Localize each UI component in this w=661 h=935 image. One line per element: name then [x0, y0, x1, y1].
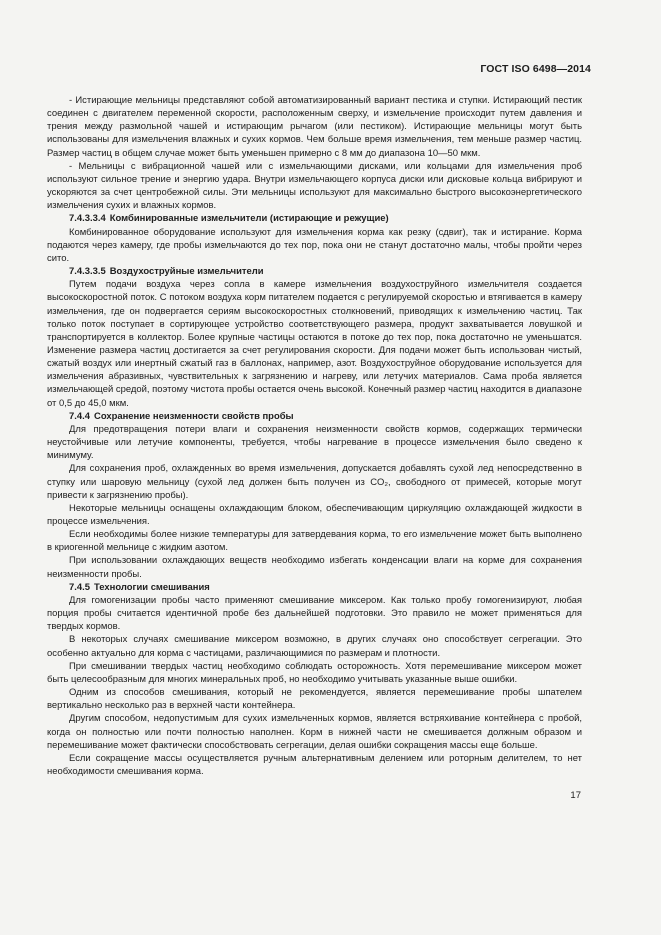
section-title: Воздухоструйные измельчители — [109, 266, 264, 278]
section-heading — [47, 212, 582, 225]
body-paragraph: Некоторые мельницы оснащены охлаждающим блоком, обеспечивающим циркуляцию охлаждающей жидкости в процессе измельчения. — [47, 502, 582, 527]
page-number: 17 — [570, 790, 581, 801]
body-paragraph: При смешивании твердых частиц необходимо соблюдать осторожность. Хотя перемешивание миксером может быть целесообразным для многих минеральных проб, но необходимо учитывать указанные выше ошибки. — [47, 660, 582, 685]
section-number: 7.4.4 — [69, 410, 90, 422]
body-paragraph: При использовании охлаждающих веществ необходимо избегать конденсации влаги на корме для сохранения неизменности пробы. — [47, 555, 582, 580]
section-heading — [47, 581, 582, 594]
document-header: ГОСТ ISO 6498—2014 — [480, 63, 591, 75]
section-number: 7.4.3.3.4 — [69, 213, 106, 225]
section-heading — [47, 410, 582, 423]
section-heading — [47, 265, 582, 278]
body-paragraph: В некоторых случаях смешивание миксером возможно, в других случаях оно способствует сегрегации. Это особенно актуально для корма с частицами, различающимися по размерам и плотности. — [47, 634, 582, 659]
document-body — [47, 94, 582, 778]
body-paragraph: Если сокращение массы осуществляется ручным альтернативным делением или роторным делителем, то нет необходимости смешивания корма. — [47, 752, 582, 777]
body-paragraph: - Истирающие мельницы представляют собой автоматизированный вариант пестика и ступки. Истирающий пестик соединен с двигателем переменной скорости, расположенным сверху, и измельчение происходит путем давления и трения между размольной чашей и истирающим рычагом (или пестиком). Истирающие мельницы могут быть использованы для измельчения влажных и сухих кормов. Чем больше время измельчения, тем меньше размер частиц. Размер частиц в общем случае может быть уменьшен примерно с 8 мм до диапазона 10—50 мкм. — [47, 95, 582, 159]
section-title: Технологии смешивания — [94, 581, 210, 593]
body-paragraph: Комбинированное оборудование используют для измельчения корма как резку (сдвиг), так и истирание. Корма подаются через камеру, где пробы измельчаются до тех пор, пока они не станут достаточно малы, чтобы пройти через сито. — [47, 226, 582, 264]
section-number: 7.4.5 — [69, 581, 90, 593]
body-paragraph: - Мельницы с вибрационной чашей или с измельчающими дисками, или кольцами для измельчения проб используют сильное трение и энергию удара. Внутри измельчающего корпуса диски или дисковые кольца вибрируют и ускоряются за счет центробежной силы. Эти мельницы используют для максимально быстрого высокоэнергетического измельчения сухих и влажных кормов. — [47, 160, 582, 212]
body-paragraph: Путем подачи воздуха через сопла в камере измельчения воздухоструйного измельчителя создается высокоскоростной поток. С потоком воздуха корм питателем подается с регулируемой скоростью и втягивается в камеру измельчения, где он подвергается сериям высокоскоростных столкновений, приводящих к измельчению частиц. Так только поток поступает в сортирующее устройство соответствующего размера, продукт захватывается ловушкой и транспортируется в коллектор. Более крупные частицы остаются в потоке до тех пор, пока достаточно не уменьшатся. Изменение размера частиц достигается за счет регулирования скорости. Для подачи может быть использован чистый, сжатый воздух или инертный сжатый газ в баллонах, например, азот. Воздухоструйное оборудование используется для измельчения абразивных, чувствительных к загрязнению и нагреву, или летучих материалов. Сама проба является измельчающей средой, поэтому чистота пробы остается очень высокой. Конечный размер частиц находится в диапазоне от 0,5 до 45,0 мкм. — [47, 279, 582, 409]
body-paragraph: Для предотвращения потери влаги и сохранения неизменности свойств кормов, содержащих термически неустойчивые или летучие компоненты, требуется, чтобы нагревание в процессе измельчения было сведено к минимуму. — [47, 423, 582, 462]
body-paragraph: Для сохранения проб, охлажденных во время измельчения, допускается добавлять сухой лед непосредственно в ступку или шаровую мельницу (сухой лед должен быть получен из CO₂, свободного от примесей, которые могут привести к загрязнению пробы). — [47, 463, 582, 501]
section-title: Комбинированные измельчители (истирающие и режущие) — [109, 213, 389, 225]
section-title: Сохранение неизменности свойств пробы — [94, 410, 294, 422]
body-paragraph: Одним из способов смешивания, который не рекомендуется, является перемешивание пробы шпателем вертикально несколько раз в верхней части контейнера. — [47, 687, 582, 712]
body-paragraph: Если необходимы более низкие температуры для затвердевания корма, то его измельчение может быть выполнено в криогенной мельнице с жидким азотом. — [47, 529, 582, 554]
body-paragraph: Для гомогенизации пробы часто применяют смешивание миксером. Как только пробу гомогенизируют, любая порция пробы считается идентичной пробе без дальнейшей подготовки. Это правило не может применяться для твердых кормов. — [47, 594, 582, 633]
body-paragraph: Другим способом, недопустимым для сухих измельченных кормов, является встряхивание контейнера с пробой, когда он полностью или почти полностью наполнен. Корм в нижней части не смешивается должным образом и перемешивание может фактически способствовать сегрегации, делая ошибки сокращения массы еще больше. — [47, 713, 582, 751]
section-number: 7.4.3.3.5 — [69, 266, 106, 278]
